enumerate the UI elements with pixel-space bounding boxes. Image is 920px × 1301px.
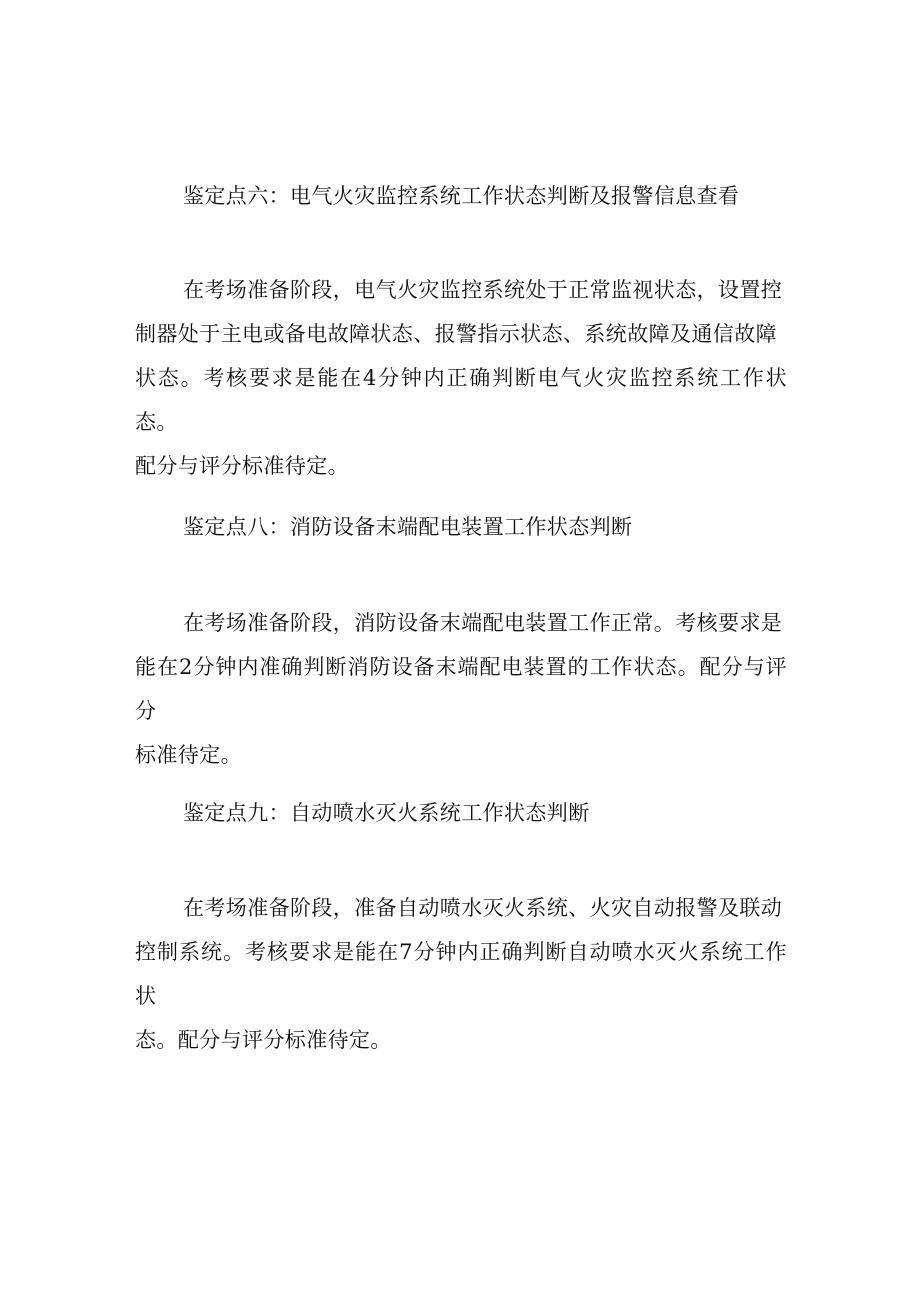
paragraph-line: 在考场准备阶段，准备自动喷水灭火系统、火灾自动报警及联动: [183, 896, 783, 920]
paragraph-line: 在考场准备阶段，消防设备末端配电装置工作正常。考核要求是: [183, 611, 783, 635]
section-paragraph-9: [135, 886, 787, 1062]
section-heading-6: 鉴定点六：电气火灾监控系统工作状态判断及报警信息查看: [183, 184, 740, 208]
paragraph-line: 态。配分与评分标准待定。: [135, 1028, 392, 1052]
paragraph-line: 控制系统。考核要求是能在7分钟内正确判断自动喷水灭火系统工作状: [135, 940, 787, 1008]
section-paragraph-6: [135, 268, 787, 488]
paragraph-line: 标准待定。: [135, 743, 242, 767]
paragraph-line: 在考场准备阶段，电气火灾监控系统处于正常监视状态，设置控: [183, 278, 783, 302]
paragraph-line: 能在2分钟内准确判断消防设备末端配电装置的工作状态。配分与评分: [135, 655, 787, 723]
paragraph-line: 状态。考核要求是能在4分钟内正确判断电气火灾监控系统工作状态。: [135, 366, 787, 434]
section-heading-8: 鉴定点八：消防设备末端配电装置工作状态判断: [183, 515, 633, 539]
paragraph-line: 制器处于主电或备电故障状态、报警指示状态、系统故障及通信故障: [135, 322, 777, 346]
section-paragraph-8: [135, 601, 787, 777]
section-heading-9: 鉴定点九：自动喷水灭火系统工作状态判断: [183, 801, 590, 825]
paragraph-line: 配分与评分标准待定。: [135, 454, 349, 478]
